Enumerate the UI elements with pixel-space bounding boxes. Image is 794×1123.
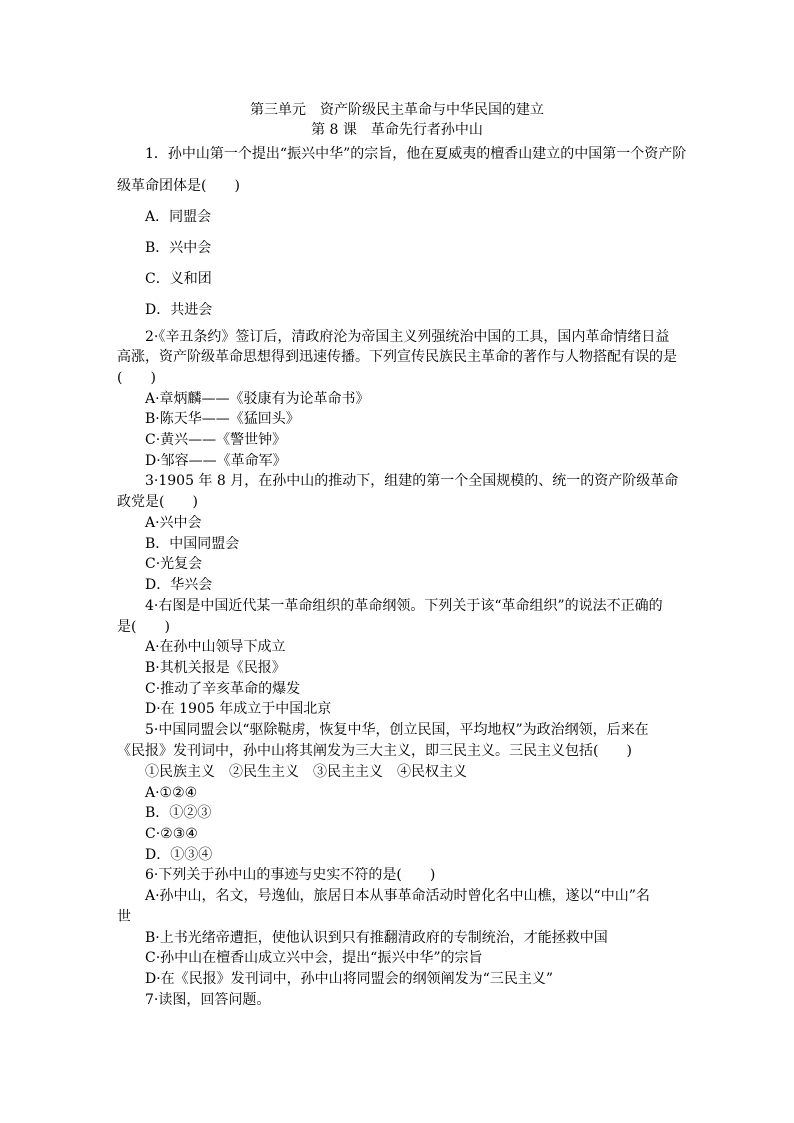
q6-stem: 6·下列关于孙中山的事迹与史实不符的是( ): [145, 867, 436, 883]
q3-option-a: A·兴中会: [145, 515, 202, 531]
q3-stem-line2: 政党是( ): [117, 494, 198, 510]
q4-option-a: A·在孙中山领导下成立: [145, 639, 286, 655]
q4-stem-line2: 是( ): [117, 619, 170, 635]
unit-title: 第三单元 资产阶级民主革命与中华民国的建立: [250, 102, 544, 118]
q5-option-c: C·②③④: [145, 826, 198, 842]
q6-option-a-line2: 世: [117, 909, 131, 925]
q3-stem-line1: 3·1905 年 8 月，在孙中山的推动下，组建的第一个全国规模的、统一的资产阶级革命: [145, 473, 679, 489]
q3-option-c: C·光复会: [145, 556, 203, 572]
q5-option-b: B．①②③: [145, 805, 212, 821]
q6-option-b: B·上书光绪帝遭拒，使他认识到只有推翻清政府的专制统治，才能拯救中国: [145, 930, 608, 946]
q7-stem: 7·读图，回答问题。: [145, 992, 271, 1008]
q2-stem-line1: 2·《辛丑条约》签订后，清政府沦为帝国主义列强统治中国的工具，国内革命情绪日益: [145, 329, 670, 345]
q6-option-d: D·在《民报》发刊词中，孙中山将同盟会的纲领阐发为“三民主义”: [145, 971, 553, 987]
q6-option-a-line1: A·孙中山，名文，号逸仙，旅居日本从事革命活动时曾化名中山樵，遂以“中山”名: [145, 888, 650, 904]
q2-option-c: C·黄兴——《警世钟》: [145, 432, 287, 448]
q5-option-d: D．①③④: [145, 847, 213, 863]
q4-stem-line1: 4·右图是中国近代某一革命组织的革命纲领。下列关于该“革命组织”的说法不正确的: [145, 598, 663, 614]
q4-option-c: C·推动了辛亥革命的爆发: [145, 681, 301, 697]
q6-option-c: C·孙中山在檀香山成立兴中会，提出“振兴中华”的宗旨: [145, 950, 483, 966]
q3-option-d: D．华兴会: [145, 577, 213, 593]
q2-option-b: B·陈天华——《猛回头》: [145, 411, 300, 427]
q4-option-b: B·其机关报是《民报》: [145, 660, 286, 676]
q1-stem-line1: 1．孙中山第一个提出“振兴中华”的宗旨，他在夏威夷的檀香山建立的中国第一个资产阶: [145, 146, 687, 162]
q1-option-d: D．共进会: [145, 302, 213, 318]
q5-option-a: A·①②④: [145, 785, 198, 801]
q1-option-c: C．义和团: [145, 271, 212, 287]
q2-option-d: D·邹容——《革命军》: [145, 453, 287, 469]
q2-stem-line3: ( ): [117, 370, 156, 386]
q2-stem-line2: 高涨，资产阶级革命思想得到迅速传播。下列宣传民族民主革命的著作与人物搭配有误的是: [117, 349, 677, 365]
lesson-title: 第 8 课 革命先行者孙中山: [311, 122, 483, 138]
q1-option-a: A．同盟会: [145, 209, 212, 225]
q4-option-d: D·在 1905 年成立于中国北京: [145, 701, 332, 717]
q1-option-b: B．兴中会: [145, 240, 212, 256]
q5-stem-line1: 5·中国同盟会以“驱除鞑虏，恢复中华，创立民国，平均地权”为政治纲领，后来在: [145, 722, 649, 738]
q3-option-b: B．中国同盟会: [145, 536, 240, 552]
q5-choices: ①民族主义 ②民生主义 ③民主主义 ④民权主义: [145, 764, 467, 780]
q1-stem-line2: 级革命团体是( ): [117, 178, 240, 194]
q2-option-a: A·章炳麟——《驳康有为论革命书》: [145, 391, 370, 407]
q5-stem-line2: 《民报》发刊词中，孙中山将其阐发为三大主义，即三民主义。三民主义包括( ): [117, 743, 632, 759]
